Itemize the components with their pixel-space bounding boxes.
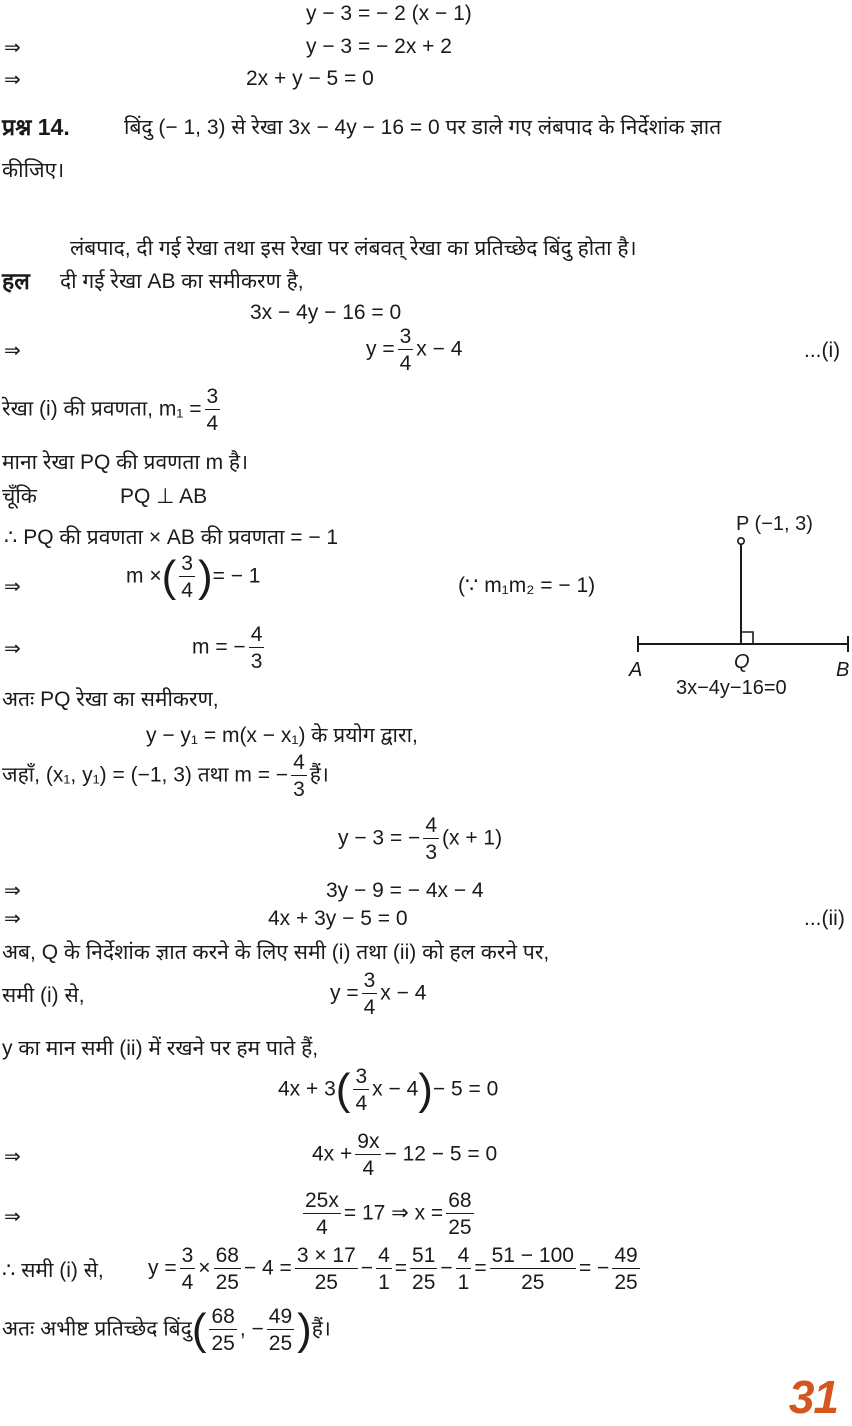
implies-arrow: ⇒: [4, 67, 21, 91]
hint-text: लंबपाद, दी गई रेखा तथा इस रेखा पर लंबवत् रेखा का प्रतिच्छेद बिंदु होता है।: [70, 237, 637, 260]
implies-arrow: ⇒: [4, 35, 21, 59]
where-line: जहाँ, (x₁, y₁) = (−1, 3) तथा m = − $\frac{4}{3}$ हैं।: [2, 751, 329, 801]
question-text-cont: कीजिए।: [2, 159, 65, 182]
substitute-eq: 4x + 3( $\frac{3}{4}$ x − 4)− 5 = 0: [278, 1065, 499, 1115]
implies-arrow: ⇒: [4, 1204, 21, 1228]
point-a-label: A: [629, 659, 643, 681]
eq-top-1: y − 3 = − 2 (x − 1): [306, 2, 472, 25]
equation-tag-i: ...(i): [804, 339, 841, 362]
line-equation: 3x − 4y − 16 = 0: [250, 301, 402, 324]
eq-2a: y − 3 = − $\frac{4}{3}$ (x + 1): [338, 814, 503, 864]
point-b-label: B: [836, 659, 850, 681]
page-number: 31: [788, 1371, 838, 1423]
implies-arrow: ⇒: [4, 878, 21, 902]
equation-i: y = $\frac{3}{4}$ x − 4: [366, 325, 463, 375]
perpendicular-diagram: [620, 508, 850, 698]
m-equation: m ×( $\frac{3}{4}$ )= − 1: [126, 552, 261, 602]
from-i-eq: y = $\frac{3}{4}$ x − 4: [330, 969, 427, 1019]
eq-2c: 4x + 3y − 5 = 0: [268, 907, 408, 930]
solution-label: हल: [2, 268, 30, 294]
m-reason: (∵ m₁m₂ = − 1): [458, 574, 596, 597]
since-equation: PQ ⊥ AB: [120, 485, 208, 508]
eq-top-3: 2x + y − 5 = 0: [246, 67, 374, 90]
now-text: अब, Q के निर्देशांक ज्ञात करने के लिए समी (i) तथा (ii) को हल करने पर,: [2, 941, 550, 964]
line-equation-label: 3x−4y−16=0: [676, 677, 787, 698]
therefore-text: ∴ PQ की प्रवणता × AB की प्रवणता = − 1: [4, 526, 339, 549]
let-text: माना रेखा PQ की प्रवणता m है।: [2, 451, 249, 474]
y-from-i-label: ∴ समी (i) से,: [2, 1259, 104, 1282]
slope-line: रेखा (i) की प्रवणता, m₁ = $\frac{3}{4}$: [2, 385, 219, 435]
substitute-text: y का मान समी (ii) में रखने पर हम पाते हैं,: [2, 1037, 319, 1060]
step-2: 4x + $\frac{9x}{4}$ − 12 − 5 = 0: [312, 1130, 498, 1180]
eq-top-2: y − 3 = − 2x + 2: [306, 35, 452, 58]
from-i-label: समी (i) से,: [2, 984, 85, 1007]
step-3: $\frac{25x}{4}$ = 17 ⇒ x = $\frac{68}{25}$: [305, 1189, 472, 1239]
y-computation: y = $\frac{3}{4}$ × $\frac{68}{25}$ − 4 = $\frac{3 \times 17}{25}$ − $\frac{4}{1}$ = $\frac{51}{25}$ − $\frac{4}{1}$ = $\frac{51 - 100}{25}$ = − $\frac{49}{25}$: [148, 1244, 638, 1294]
eq-2b: 3y − 9 = − 4x − 4: [326, 879, 484, 902]
solution-text: दी गई रेखा AB का समीकरण है,: [60, 270, 304, 293]
implies-arrow: ⇒: [4, 1144, 21, 1168]
equation-tag-ii: ...(ii): [804, 907, 845, 930]
implies-arrow: ⇒: [4, 574, 21, 598]
implies-arrow: ⇒: [4, 906, 21, 930]
m-value: m = − $\frac{4}{3}$: [192, 623, 263, 673]
implies-arrow: ⇒: [4, 636, 21, 660]
since-label: चूँकि: [2, 485, 37, 508]
formula-text: y − y₁ = m(x − x₁) के प्रयोग द्वारा,: [146, 724, 418, 747]
question-text: बिंदु (− 1, 3) से रेखा 3x − 4y − 16 = 0 पर डाले गए लंबपाद के निर्देशांक ज्ञात: [124, 116, 722, 139]
point-p-label: P (−1, 3): [736, 513, 813, 535]
final-answer: अतः अभीष्ट प्रतिच्छेद बिंदु( $\frac{68}{25}$ , − $\frac{49}{25}$ )हैं।: [2, 1305, 331, 1355]
implies-arrow: ⇒: [4, 338, 21, 362]
point-p-marker: [738, 538, 744, 544]
question-label: प्रश्न 14.: [2, 114, 70, 140]
right-angle-mark: [741, 632, 753, 644]
point-q-label: Q: [734, 651, 750, 673]
pq-equation-text: अतः PQ रेखा का समीकरण,: [2, 688, 219, 711]
